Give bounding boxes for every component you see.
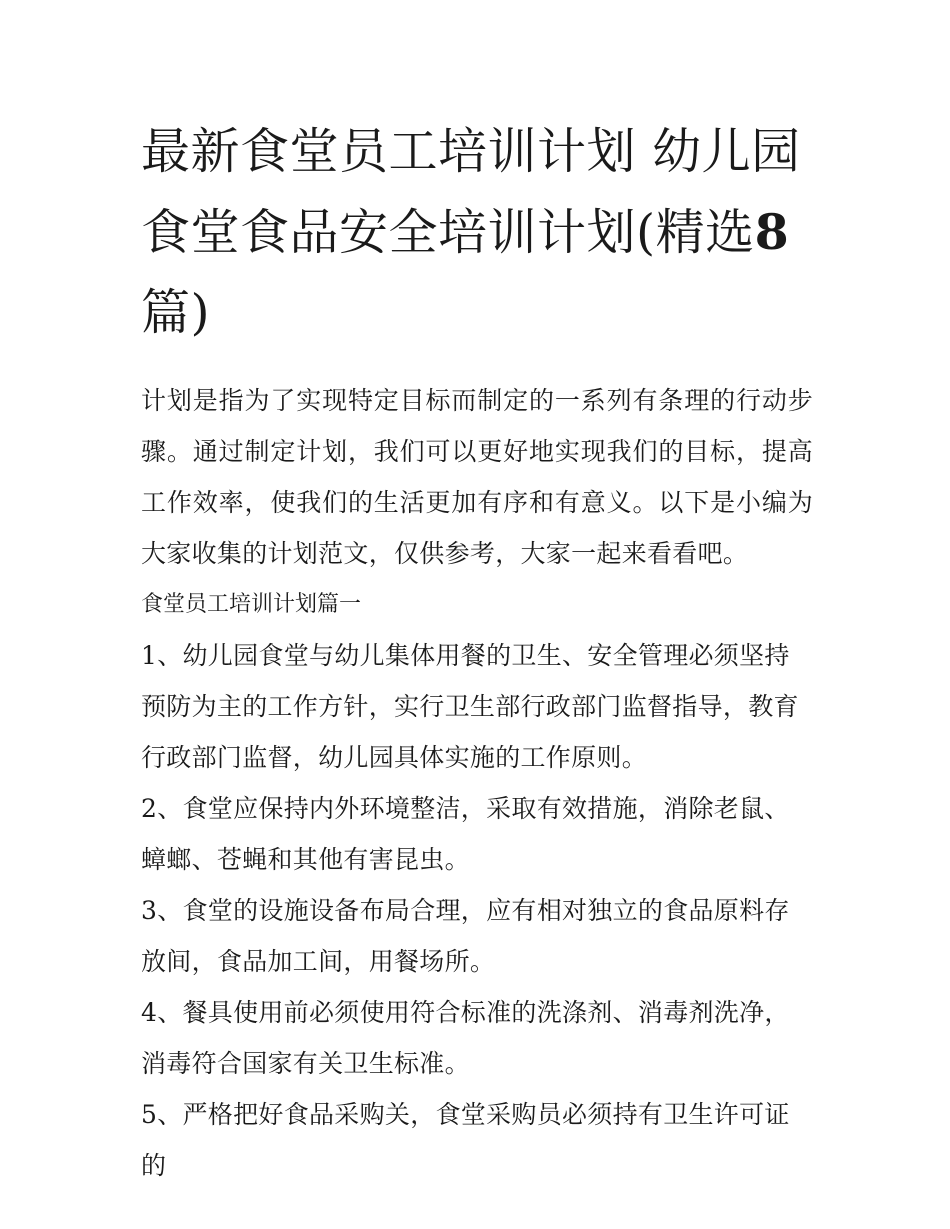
title-text: 最新食堂员工培训计划 幼儿园食堂食品安全培训计划(精选 <box>141 123 801 261</box>
document-page <box>141 112 813 1191</box>
list-item: 1、幼儿园食堂与幼儿集体用餐的卫生、安全管理必须坚持预防为主的工作方针，实行卫生部行政部门监督指导，教育行政部门监督，幼儿园具体实施的工作原则。 <box>141 641 799 772</box>
document-title <box>141 112 813 353</box>
list-item: 4、餐具使用前必须使用符合标准的洗涤剂、消毒剂洗净，消毒符合国家有关卫生标准。 <box>141 998 790 1078</box>
list-item: 5、严格把好食品采购关，食堂采购员必须持有卫生许可证的 <box>141 1100 790 1180</box>
intro-paragraph: 计划是指为了实现特定目标而制定的一系列有条理的行动步骤。通过制定计划，我们可以更好地实现我们的目标，提高工作效率，使我们的生活更加有序和有意义。以下是小编为大家收集的计划范文，仅供参考，大家一起来看看吧。 <box>141 386 813 568</box>
list-item: 3、食堂的设施设备布局合理，应有相对独立的食品原料存放间，食品加工间，用餐场所。 <box>141 896 790 976</box>
title-text-end: 篇) <box>141 284 211 341</box>
title-number: 8 <box>754 203 790 261</box>
section-heading: 食堂员工培训计划篇一 <box>141 592 362 617</box>
list-item: 2、食堂应保持内外环境整洁，采取有效措施，消除老鼠、蟑螂、苍蝇和其他有害昆虫。 <box>141 794 790 874</box>
